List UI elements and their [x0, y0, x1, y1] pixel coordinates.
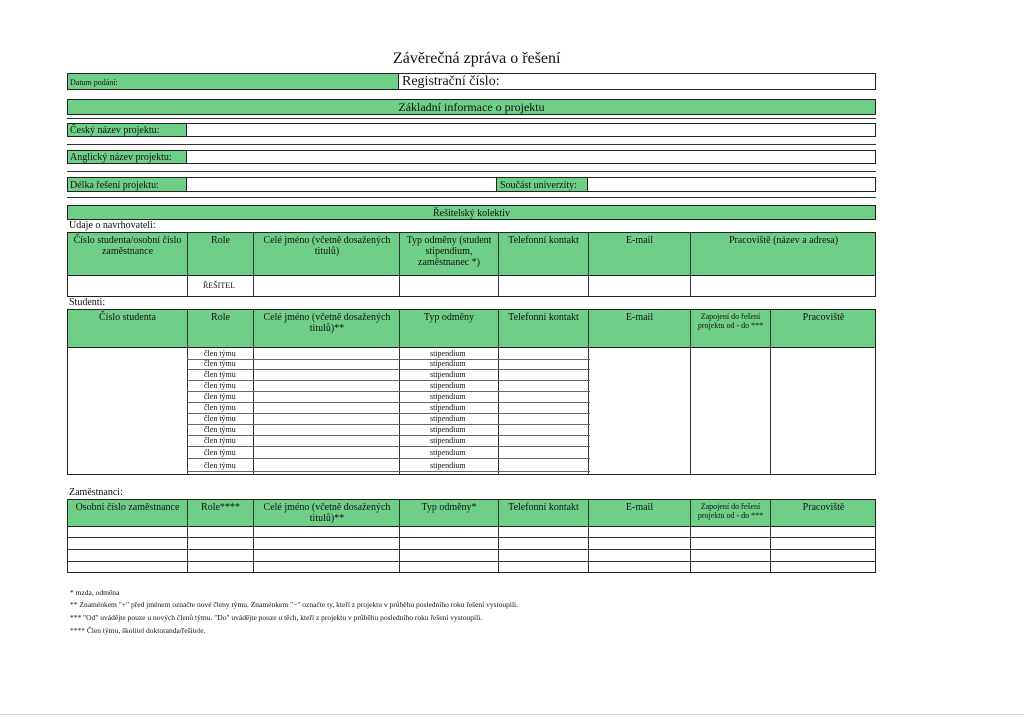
datum-label: Datum podání: — [70, 78, 118, 87]
footnote-1: * mzda, odměna — [70, 588, 120, 597]
zamestnanci-col-email: E-mail — [625, 502, 654, 513]
cesky-nazev-label-cell — [67, 123, 187, 137]
table-row — [187, 380, 590, 381]
table-row — [187, 458, 590, 459]
zamestnanci-col-typ: Typ odměny* — [421, 502, 477, 513]
zamestnanci-col-zapojeni: Zapojení do řešení projektu od - do *** — [697, 502, 764, 520]
student-typ: stipendium — [430, 436, 466, 445]
zamestnanci-section-label: Zaměstnanci: — [69, 487, 123, 498]
student-role: člen týmu — [204, 381, 236, 390]
student-typ: stipendium — [430, 414, 466, 423]
student-typ: stipendium — [430, 403, 466, 412]
student-role: člen týmu — [204, 370, 236, 379]
student-role: člen týmu — [204, 414, 236, 423]
table-row — [187, 424, 590, 425]
navrhovatel-col-telefon: Telefonní kontakt — [508, 235, 579, 246]
zakladni-header — [67, 99, 876, 115]
navrhovatel-col-jmeno: Celé jméno (včetně dosažených titulů) — [263, 235, 391, 257]
student-typ: stipendium — [430, 425, 466, 434]
zamestnanci-col-telefon: Telefonní kontakt — [508, 502, 579, 513]
student-role: člen týmu — [204, 461, 236, 470]
student-typ: stipendium — [430, 359, 466, 368]
studenti-body — [67, 347, 876, 475]
studenti-col-role: Role — [211, 312, 230, 323]
datum-field[interactable] — [67, 73, 399, 90]
student-role: člen týmu — [204, 403, 236, 412]
navrhovatel-col-typ: Typ odměny (student stipendium, zaměstnanec *) — [406, 235, 492, 268]
student-typ: stipendium — [430, 448, 466, 457]
table-row — [187, 359, 590, 360]
navrhovatel-col-cislo: Číslo studenta/osobní číslo zaměstnance — [73, 235, 182, 257]
navrhovatel-col-pracoviste: Pracoviště (název a adresa) — [728, 235, 839, 246]
table-row — [187, 402, 590, 403]
studenti-col-telefon: Telefonní kontakt — [508, 312, 579, 323]
student-typ: stipendium — [430, 349, 466, 358]
delka-input[interactable] — [186, 177, 497, 192]
navrhovatel-col-email: E-mail — [625, 235, 654, 246]
student-role: člen týmu — [204, 359, 236, 368]
resitelsky-header — [67, 205, 876, 220]
studenti-col-cislo: Číslo studenta — [99, 312, 156, 323]
zamestnanci-col-pracoviste: Pracoviště — [802, 502, 845, 513]
student-role: člen týmu — [204, 448, 236, 457]
navrhovatel-section-label: Údaje o navrhovateli: — [69, 220, 156, 231]
navrhovatel-role-value: ŘEŠITEL — [203, 281, 235, 290]
soucast-label-cell — [496, 177, 588, 192]
studenti-section-label: Studenti: — [69, 297, 106, 308]
soucast-input[interactable] — [587, 177, 876, 192]
navrhovatel-col-role: Role — [211, 235, 230, 246]
student-typ: stipendium — [430, 381, 466, 390]
studenti-col-jmeno: Celé jméno (včetně dosažených titulů)** — [263, 312, 391, 334]
studenti-col-email: E-mail — [625, 312, 654, 323]
soucast-label: Součást univerzity: — [500, 180, 577, 191]
cesky-nazev-label: Český název projektu: — [70, 125, 160, 136]
zakladni-header-text: Základní informace o projektu — [398, 100, 545, 114]
page-title: Závěrečná zpráva o řešení — [393, 50, 561, 67]
footnote-4: **** Člen týmu, školitel doktoranda/řešitele. — [70, 626, 206, 635]
resitelsky-header-text: Řešitelský kolektiv — [433, 208, 510, 219]
cesky-nazev-input[interactable] — [186, 123, 876, 137]
zamestnanci-col-role: Role**** — [201, 502, 240, 513]
anglicky-nazev-label-cell — [67, 150, 187, 164]
table-row — [187, 471, 590, 472]
footnote-3: *** "Od" uvádějte pouze u nových členů týmu. "Do" uvádějte pouze u těch, kteří z projektu v průběhu posledního roku řešení vystoupili. — [70, 613, 483, 622]
table-row — [187, 435, 590, 436]
studenti-col-zapojeni: Zapojení do řešení projektu od - do *** — [697, 312, 764, 330]
delka-label-cell — [67, 177, 187, 192]
student-typ: stipendium — [430, 392, 466, 401]
registracni-field[interactable] — [398, 73, 876, 90]
student-role: člen týmu — [204, 436, 236, 445]
zamestnanci-col-cislo: Osobní číslo zaměstnance — [75, 502, 180, 513]
table-row — [187, 413, 590, 414]
zamestnanci-col-jmeno: Celé jméno (včetně dosažených titulů)** — [263, 502, 391, 524]
anglicky-nazev-input[interactable] — [186, 150, 876, 164]
table-row — [187, 446, 590, 447]
student-role: člen týmu — [204, 349, 236, 358]
studenti-col-typ: Typ odměny — [423, 312, 475, 323]
student-role: člen týmu — [204, 425, 236, 434]
delka-label: Délka řešení projektu: — [70, 180, 159, 191]
table-row — [187, 369, 590, 370]
navrhovatel-data-row — [67, 275, 876, 297]
table-row — [187, 391, 590, 392]
student-role: člen týmu — [204, 392, 236, 401]
student-typ: stipendium — [430, 370, 466, 379]
footnote-2: ** Znaménkem "+" před jménem označte nové členy týmu. Znaménkem "−" označte ty, kteří z projektu v průběhu posledního roku řešení vystoupili. — [70, 600, 519, 609]
student-typ: stipendium — [430, 461, 466, 470]
anglicky-nazev-label: Anglický název projektu: — [70, 152, 172, 163]
studenti-col-pracoviste: Pracoviště — [802, 312, 845, 323]
registracni-label: Registrační číslo: — [402, 74, 500, 89]
